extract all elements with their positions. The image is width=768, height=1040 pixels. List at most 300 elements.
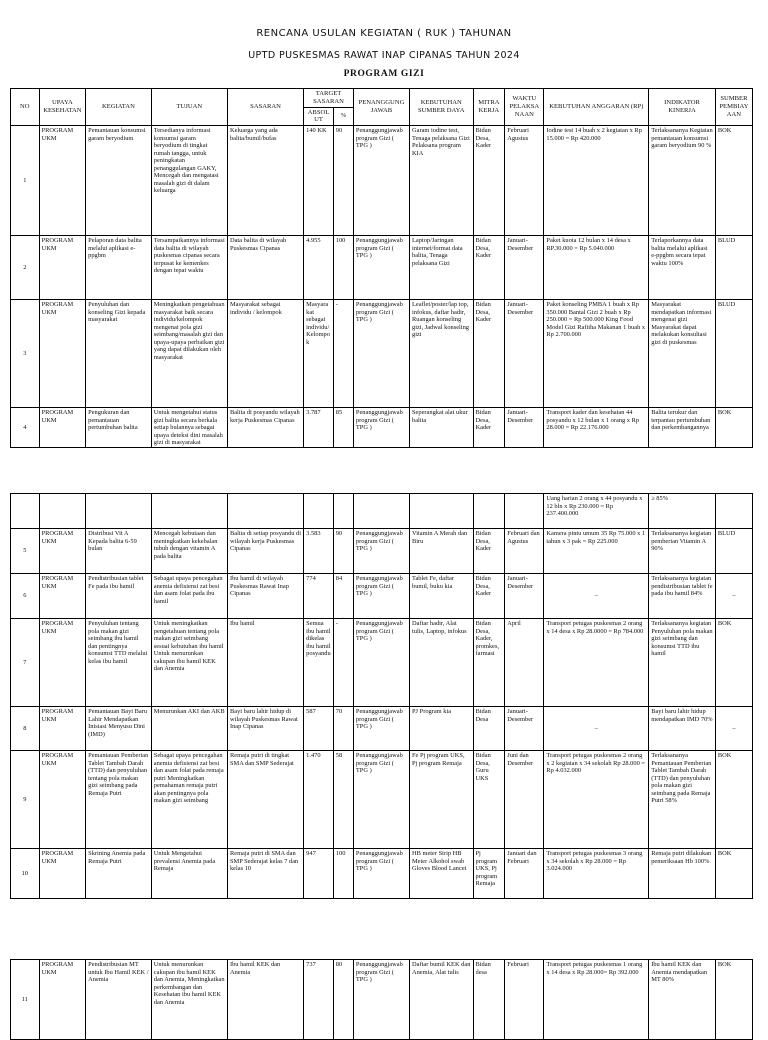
cell-penanggung-jawab	[353, 960, 409, 1040]
cell-waktu	[505, 126, 544, 236]
cell-absolut	[304, 707, 334, 751]
cell-absolut	[304, 300, 334, 408]
cell-tujuan-text: Untuk meningkatkan pengetahuan tentang pola makan gizi seimbang sesuai kebutuhan ibu hamil Untuk menurunkan cakupan ibu hamil KEK dan Anemia	[153, 620, 224, 673]
cell-sasaran	[227, 619, 303, 707]
col-header-kegiatan: KEGIATAN	[86, 89, 152, 126]
cell-mitra	[473, 707, 505, 751]
cell-no-text: 7	[23, 658, 27, 666]
ruk-table-page-2	[10, 493, 753, 899]
cell-sumber-daya	[410, 236, 474, 300]
cell-indikator	[649, 751, 716, 849]
cell-persen-text: 58	[335, 752, 343, 759]
cell-indikator-text: Balita terukur dan terpantau pertumbuhan dan perkembangannya	[651, 409, 711, 432]
cell-waktu-text: Februari	[507, 961, 529, 968]
cell-sasaran-text: Balita di setiap posyandu di wilayah kerja Puskesmas Cipanas	[229, 530, 301, 553]
cell-absolut	[304, 960, 334, 1040]
cell-sasaran-text: Remaja putri di tingkat SMA dan SMP Sederajat	[229, 752, 294, 767]
cell-sumber-daya-text: Laptop/Jaringan internet/format data balita, Tenaga pelaksana Gizi	[412, 237, 463, 267]
cell-penanggung-jawab-text: Penanggungjawab program Gizi ( TPG )	[355, 752, 403, 775]
cell-kegiatan	[86, 574, 152, 619]
cell-sumber-daya-text: Seperangkat alat ukur balita	[412, 409, 468, 424]
cell-persen	[333, 494, 353, 529]
cell-sumber-daya-text: HB meter Strip HB Meter Alkohol swab Gloves Blood Lancet	[412, 850, 467, 873]
cell-tujuan	[151, 494, 227, 529]
cell-indikator-text: Masyarakat mendapatkan informasi mengenai gizi Masyarakat dapat melakukan konsultasi gizi di puskesmas	[651, 301, 712, 346]
cell-waktu	[505, 751, 544, 849]
cell-sumber-pembiayaan	[715, 849, 752, 899]
cell-anggaran-text: –	[594, 592, 598, 600]
cell-persen	[333, 960, 353, 1040]
table-row	[11, 849, 753, 899]
cell-sasaran	[227, 707, 303, 751]
cell-kegiatan-text: Skrining Anemia pada Remaja Putri	[88, 850, 146, 865]
cell-kegiatan-text: Pemantauan konsumsi garam beryodium	[88, 127, 146, 142]
cell-tujuan	[151, 751, 227, 849]
cell-anggaran-text: –	[594, 724, 598, 732]
cell-no-text: 9	[23, 795, 27, 803]
cell-persen	[333, 619, 353, 707]
cell-waktu-text: Januari dan Februari	[507, 850, 537, 865]
cell-penanggung-jawab	[353, 126, 409, 236]
cell-sumber-pembiayaan-text: BOK	[717, 127, 732, 135]
cell-persen	[333, 707, 353, 751]
cell-sasaran	[227, 408, 303, 448]
cell-no	[11, 494, 40, 529]
cell-penanggung-jawab-text: Penanggungjawab program Gizi ( TPG )	[355, 301, 403, 324]
cell-tujuan	[151, 849, 227, 899]
cell-absolut	[304, 619, 334, 707]
cell-upaya-text: PROGRAM UKM	[41, 620, 74, 635]
cell-mitra-text: Bidan Desa, Kader	[475, 127, 492, 150]
table-header-row	[11, 89, 753, 108]
cell-indikator-text: Terlaksananya kegiatan pendistribusian tablet fe pada ibu hamil 84%	[651, 575, 713, 598]
cell-no-text: 4	[23, 423, 27, 431]
cell-tujuan-text: Meningkatkan pengetahuan masyarakat baik secara individu/kelompok mengenai pola gizi seimbang/masalah gizi dan upaya-upaya perbaikan gizi yang dapat dilakukan oleh masyarakat	[153, 301, 225, 361]
col-header-sumber-daya: KEBUTUHAN SUMBER DAYA	[410, 89, 474, 126]
cell-tujuan	[151, 707, 227, 751]
cell-waktu	[505, 529, 544, 574]
cell-sasaran-text: Ibu hamil	[229, 620, 255, 627]
cell-mitra-text: Bidan Desa, Kader	[475, 409, 492, 432]
cell-upaya	[39, 408, 86, 448]
cell-waktu-text: Juni dan Desember	[507, 752, 534, 767]
cell-penanggung-jawab	[353, 849, 409, 899]
cell-penanggung-jawab	[353, 408, 409, 448]
cell-penanggung-jawab-text: Penanggungjawab program Gizi ( TPG )	[355, 620, 403, 643]
cell-sumber-pembiayaan	[715, 529, 752, 574]
cell-absolut-text: 3.787	[306, 409, 321, 417]
cell-no	[11, 849, 40, 899]
cell-penanggung-jawab-text: Penanggungjawab program Gizi ( TPG )	[355, 708, 403, 731]
cell-penanggung-jawab-text: Penanggungjawab program Gizi ( TPG )	[355, 530, 403, 553]
cell-anggaran	[544, 619, 649, 707]
cell-kegiatan	[86, 849, 152, 899]
cell-indikator	[649, 126, 716, 236]
cell-sumber-pembiayaan-text: BOK	[717, 620, 732, 627]
cell-waktu-text: Januari-Desember	[507, 237, 534, 252]
cell-penanggung-jawab	[353, 619, 409, 707]
cell-sumber-pembiayaan-text: BLUD	[717, 301, 736, 309]
cell-no	[11, 707, 40, 751]
cell-no-text: 5	[23, 547, 27, 555]
cell-absolut-text: 140 KK	[306, 127, 327, 135]
cell-sasaran-text: Ibu hamil KEK dan Anemia	[229, 961, 281, 976]
cell-persen-text: 100	[335, 850, 346, 857]
cell-tujuan	[151, 300, 227, 408]
cell-penanggung-jawab	[353, 574, 409, 619]
table-row	[11, 960, 753, 1040]
cell-sasaran-text: Ibu hamil di wilayah Puskesmas Rawat Inap Cipanas	[229, 575, 289, 598]
cell-waktu-text: Februari dan Agustus	[507, 530, 540, 545]
cell-sumber-daya-text: Leaflet/poster/lap top, infokus, daftar hadir, Ruangan konseling gizi, Jadwal konseling gizi	[412, 301, 469, 339]
cell-tujuan	[151, 960, 227, 1040]
cell-anggaran	[544, 574, 649, 619]
cell-absolut	[304, 849, 334, 899]
cell-mitra-text: Bidan Desa, Kader, promkes, farmasi	[475, 620, 500, 658]
cell-sumber-daya-text: Garam iodine test, Tenaga pelaksana Gizi Pelaksana program KIA	[412, 127, 470, 157]
cell-sasaran-text: Remaja putri di SMA dan SMP Sederajat kelas 7 dan kelas 10	[229, 850, 299, 873]
cell-mitra	[473, 408, 505, 448]
cell-kegiatan	[86, 619, 152, 707]
cell-anggaran-text: Transport kader dan kesehatan 44 posyandu x 12 bulan x 1 orang x Rp 28.000 = Rp 22.176.000	[546, 409, 640, 432]
cell-penanggung-jawab-text: Penanggungjawab program Gizi ( TPG )	[355, 961, 403, 984]
cell-sasaran	[227, 849, 303, 899]
cell-tujuan-text: Tersedianya informasi konsumsi garam beryodium di tingkat rumah tangga, untuk peningkatan penanggulangan GAKY, Mencegah dan mengatasi masalah gizi di dalam keluarga	[153, 127, 219, 195]
cell-kegiatan-text: Pemantauan Bayi Baru Lahir Mendapatkan Inisiasi Menyusu Dini (IMD)	[88, 708, 148, 738]
cell-waktu-text: Januari-Desember	[507, 575, 534, 590]
cell-mitra-text: Pj program UKS, Pj program Remaja	[475, 850, 498, 888]
cell-mitra	[473, 494, 505, 529]
cell-absolut-text: 774	[306, 575, 316, 582]
cell-sumber-pembiayaan-text: –	[732, 592, 736, 600]
cell-upaya	[39, 574, 86, 619]
cell-sasaran	[227, 300, 303, 408]
cell-kegiatan	[86, 408, 152, 448]
cell-kegiatan	[86, 494, 152, 529]
cell-sumber-pembiayaan	[715, 960, 752, 1040]
program-title: PROGRAM GIZI	[343, 69, 425, 79]
col-header-upaya: UPAYA KESEHATAN	[39, 89, 86, 126]
cell-sumber-daya-text: Vitamin A Merah dan Biru	[412, 530, 468, 545]
cell-no	[11, 751, 40, 849]
cell-sumber-pembiayaan-text: BLUD	[717, 237, 736, 245]
cell-tujuan	[151, 574, 227, 619]
cell-sumber-daya	[410, 300, 474, 408]
cell-sumber-pembiayaan	[715, 751, 752, 849]
cell-upaya-text: PROGRAM UKM	[41, 708, 74, 723]
col-header-absolut: ABSOLUT	[304, 107, 334, 126]
col-header-sasaran: SASARAN	[227, 89, 303, 126]
cell-sumber-daya	[410, 751, 474, 849]
cell-absolut	[304, 574, 334, 619]
cell-persen-text: 70	[335, 708, 343, 715]
cell-no	[11, 126, 40, 236]
cell-sasaran	[227, 529, 303, 574]
cell-absolut	[304, 126, 334, 236]
table-row	[11, 494, 753, 529]
col-header-persen: %	[333, 107, 353, 126]
table-row	[11, 751, 753, 849]
cell-sumber-pembiayaan	[715, 126, 752, 236]
cell-penanggung-jawab-text: Penanggungjawab program Gizi ( TPG )	[355, 237, 403, 260]
cell-anggaran-text: Kamera pintu umum 35 Rp 75.000 x 1 tahun x 3 pak = Rp 225.000	[546, 530, 646, 545]
col-header-no: NO	[11, 89, 40, 126]
cell-kegiatan-text: Penyuluhan dan konseling Gizi kepada masyarakat	[88, 301, 146, 324]
cell-no-text: 10	[21, 869, 28, 877]
cell-upaya	[39, 751, 86, 849]
cell-sumber-pembiayaan-text: –	[732, 724, 736, 732]
table-row	[11, 236, 753, 300]
cell-persen	[333, 751, 353, 849]
cell-waktu	[505, 408, 544, 448]
cell-sasaran	[227, 494, 303, 529]
cell-persen-text: 90	[335, 530, 343, 537]
cell-anggaran-text: Transport petugas puskesmas 2 orang x 2 kegiatan x 34 sekolah Rp 28.000 = Rp 4.032.000	[546, 752, 645, 775]
cell-waktu-text: Februari Agustus	[507, 127, 529, 142]
cell-mitra-text: Bidan Desa, Kader	[475, 237, 492, 260]
cell-upaya-text: PROGRAM UKM	[41, 530, 74, 545]
cell-absolut	[304, 408, 334, 448]
cell-penanggung-jawab	[353, 236, 409, 300]
table-row	[11, 408, 753, 448]
cell-indikator-text: Ibu hamil KEK dan Anemia mendapatkan MT 80%	[651, 961, 708, 984]
cell-mitra	[473, 236, 505, 300]
cell-kegiatan-text: Distribusi Vit A Kepada balita 6-59 bulan	[88, 530, 137, 553]
cell-anggaran-text: Paket kuota 12 bulan x 14 desa x RP.30.000 = Rp 5.040.000	[546, 237, 631, 252]
cell-sasaran-text: Keluarga yang ada balita/bumil/bufas	[229, 127, 278, 142]
cell-mitra	[473, 751, 505, 849]
cell-tujuan	[151, 236, 227, 300]
cell-kegiatan-text: Pengukuran dan pemantauan pertumbuhan balita	[88, 409, 138, 432]
cell-indikator	[649, 960, 716, 1040]
cell-sumber-pembiayaan	[715, 574, 752, 619]
cell-indikator	[649, 619, 716, 707]
cell-anggaran	[544, 126, 649, 236]
cell-sasaran	[227, 574, 303, 619]
cell-no	[11, 529, 40, 574]
cell-anggaran	[544, 408, 649, 448]
cell-indikator-text: ≥ 85%	[651, 495, 669, 502]
cell-indikator-text: Terlaksananya kegiatan Penyuluhan pola makan gizi seimbang dan konsumsi TTD ibu hamil	[651, 620, 713, 658]
cell-anggaran	[544, 529, 649, 574]
cell-upaya-text: PROGRAM UKM	[41, 237, 74, 252]
cell-upaya	[39, 494, 86, 529]
cell-sasaran	[227, 751, 303, 849]
cell-anggaran	[544, 849, 649, 899]
document-subtitle: UPTD PUSKESMAS RAWAT INAP CIPANAS TAHUN 2024	[248, 50, 520, 61]
cell-persen-text: 85	[335, 409, 343, 417]
cell-anggaran	[544, 236, 649, 300]
cell-tujuan-text: Untuk menurunkan cakupan ibu hamil KEK dan Anemia, Meningkatkan perkembangan dan Kesehatan ibu hamil KEK dan Anemia	[153, 961, 225, 1006]
cell-tujuan	[151, 126, 227, 236]
cell-sasaran	[227, 960, 303, 1040]
cell-kegiatan	[86, 960, 152, 1040]
cell-sumber-pembiayaan-text: BOK	[717, 409, 732, 417]
cell-sasaran	[227, 236, 303, 300]
cell-absolut-text: 947	[306, 850, 316, 857]
cell-anggaran-text: Transport petugas puskesmas 2 orang x 14 desa x Rp 28.0000 = Rp 784.000	[546, 620, 644, 635]
cell-no	[11, 408, 40, 448]
cell-no-text: 11	[21, 995, 28, 1003]
cell-sumber-pembiayaan-text: BLUD	[717, 530, 736, 537]
cell-sumber-pembiayaan	[715, 494, 752, 529]
cell-no	[11, 619, 40, 707]
cell-sumber-daya-text: Tablet Fe, daftar bumil, buku kia	[412, 575, 454, 590]
cell-absolut-text: Masyarakat sebagai individu/ Kelompok	[306, 301, 330, 346]
table-row	[11, 619, 753, 707]
cell-sumber-pembiayaan-text: BOK	[717, 752, 732, 759]
cell-penanggung-jawab	[353, 300, 409, 408]
cell-no	[11, 300, 40, 408]
cell-upaya-text: PROGRAM UKM	[41, 752, 74, 767]
cell-kegiatan-text: Pelaporan data balita melalui aplikasi e-ppgbm	[88, 237, 142, 260]
cell-persen-text: 80	[335, 961, 343, 968]
cell-indikator-text: Remaja putri dilakukan pemeriksaan Hb 100%	[651, 850, 712, 865]
cell-absolut-text: 3.583	[306, 530, 321, 537]
cell-kegiatan-text: Pendistribusian tablet Fe pada ibu hamil	[88, 575, 144, 590]
cell-upaya	[39, 529, 86, 574]
cell-sumber-daya-text: Daftar bumil KEK dan Anemia, Alat tulis	[412, 961, 471, 976]
cell-indikator	[649, 574, 716, 619]
cell-no	[11, 960, 40, 1040]
cell-persen-text: 84	[335, 575, 343, 582]
cell-no-text: 6	[23, 592, 27, 600]
cell-sumber-daya	[410, 494, 474, 529]
cell-kegiatan	[86, 751, 152, 849]
cell-absolut-text: 587	[306, 708, 316, 715]
ruk-table-page-3	[10, 959, 753, 1040]
cell-sumber-pembiayaan	[715, 236, 752, 300]
cell-anggaran-text: Transport petugas puskesmas 3 orang x 34 sekolah x Rp 28.000 = Rp 3.024.000	[546, 850, 643, 873]
cell-sasaran-text: Data balita di wilayah Puskesmas Cipanas	[229, 237, 287, 252]
cell-upaya-text: PROGRAM UKM	[41, 127, 74, 142]
cell-sumber-daya	[410, 529, 474, 574]
cell-upaya-text: PROGRAM UKM	[41, 850, 74, 865]
cell-waktu	[505, 849, 544, 899]
cell-indikator-text: Terlaksananya kegiatan pemberian Vitamin A 90%	[651, 530, 712, 553]
cell-upaya-text: PROGRAM UKM	[41, 409, 74, 424]
cell-penanggung-jawab-text: Penanggungjawab program Gizi ( TPG )	[355, 850, 403, 873]
cell-persen	[333, 408, 353, 448]
cell-tujuan-text: Untuk mengetahui status gizi balita secara berkala setiap bulannya sebagai upaya deteksi dini masalah gizi di masyarakat	[153, 409, 223, 447]
cell-upaya	[39, 126, 86, 236]
cell-kegiatan-text: Pemantauan Pemberian Tablet Tambah Darah (TTD) dan penyuluhan tentang pola makan gizi seimbang pada Remaja Putri	[88, 752, 149, 797]
cell-sumber-daya-text: Daftar hadir, Alat tulis, Laptop, infokus	[412, 620, 467, 635]
cell-waktu	[505, 960, 544, 1040]
cell-mitra	[473, 126, 505, 236]
cell-sumber-daya	[410, 574, 474, 619]
cell-absolut	[304, 236, 334, 300]
cell-upaya-text: PROGRAM UKM	[41, 575, 74, 590]
cell-persen-text: -	[335, 620, 338, 627]
cell-indikator	[649, 408, 716, 448]
cell-mitra	[473, 529, 505, 574]
cell-tujuan	[151, 408, 227, 448]
cell-persen-text: 90	[335, 127, 343, 135]
cell-penanggung-jawab-text: Penanggungjawab program Gizi ( TPG )	[355, 409, 403, 432]
cell-persen-text: -	[335, 301, 338, 309]
cell-tujuan-text: Tersampaikannya informasi data balita di wilayah puskesmas cipanas secara terpusat ke kemenkes dengan tepat waktu	[153, 237, 225, 275]
cell-waktu	[505, 236, 544, 300]
col-header-sumber-pembiayaan: SUMBER PEMBIAYAAN	[715, 89, 752, 126]
cell-sumber-daya	[410, 619, 474, 707]
cell-indikator	[649, 707, 716, 751]
table-row	[11, 574, 753, 619]
col-header-mitra: MITRA KERJA	[473, 89, 505, 126]
cell-tujuan-text: Untuk Mengetahui prevalensi Anemia pada Remaja	[153, 850, 216, 873]
col-header-indikator: INDIKATOR KINERJA	[649, 89, 716, 126]
cell-upaya	[39, 849, 86, 899]
cell-sumber-pembiayaan-text: BOK	[717, 961, 732, 968]
cell-no-text: 3	[23, 349, 27, 357]
cell-sumber-daya	[410, 126, 474, 236]
cell-waktu	[505, 707, 544, 751]
cell-tujuan-text: Menurunkan AKI dan AKB	[153, 708, 225, 715]
table-row	[11, 300, 753, 408]
cell-upaya	[39, 707, 86, 751]
cell-indikator-text: Bayi baru lahir hidup mendapatkan IMD 70%	[651, 708, 713, 723]
cell-sumber-pembiayaan-text: BOK	[717, 850, 732, 857]
cell-persen	[333, 126, 353, 236]
cell-indikator	[649, 529, 716, 574]
cell-waktu-text: Januari-Desember	[507, 409, 534, 424]
cell-persen	[333, 300, 353, 408]
cell-waktu	[505, 574, 544, 619]
cell-indikator	[649, 849, 716, 899]
cell-mitra	[473, 960, 505, 1040]
cell-indikator	[649, 236, 716, 300]
cell-waktu	[505, 619, 544, 707]
cell-mitra	[473, 574, 505, 619]
cell-waktu-text: Januari-Desember	[507, 708, 534, 723]
cell-mitra-text: Bidan Desa, Kader	[475, 575, 492, 598]
table-row	[11, 126, 753, 236]
cell-sumber-daya	[410, 408, 474, 448]
ruk-table-page-1	[10, 88, 753, 448]
cell-penanggung-jawab-text: Penanggungjawab program Gizi ( TPG )	[355, 127, 403, 150]
cell-mitra	[473, 619, 505, 707]
cell-kegiatan	[86, 529, 152, 574]
cell-kegiatan-text: Penyuluhan tentang pola makan gizi seimbang ibu hamil dan pentingnya konsumsi TTD melalui kelas ibu hamil	[88, 620, 148, 665]
cell-absolut	[304, 529, 334, 574]
cell-persen	[333, 849, 353, 899]
cell-tujuan-text: Sebagai upaya pencegahan anemia defisiensi zat besi dan asam folat pada ibu hamil	[153, 575, 223, 605]
cell-penanggung-jawab	[353, 529, 409, 574]
table-row	[11, 529, 753, 574]
cell-anggaran-text: Transport petugas puskesmas 1 orang x 14 desa x Rp 28.000= Rp 392.000	[546, 961, 643, 976]
cell-persen	[333, 529, 353, 574]
col-header-tujuan: TUJUAN	[151, 89, 227, 126]
cell-kegiatan	[86, 236, 152, 300]
cell-sumber-daya	[410, 707, 474, 751]
cell-anggaran-text: Paket konseling PMBA 1 buah x Rp 350.000 Bantal Gizi 2 buah x Rp 250.000 = Rp 500.000 King Food Model Gizi Rafiiha Makanan 1 buah x Rp 2.700.000	[546, 301, 646, 339]
cell-persen	[333, 574, 353, 619]
cell-indikator	[649, 494, 716, 529]
cell-waktu	[505, 494, 544, 529]
cell-sumber-daya	[410, 849, 474, 899]
cell-penanggung-jawab-text: Penanggungjawab program Gizi ( TPG )	[355, 575, 403, 598]
cell-tujuan	[151, 619, 227, 707]
cell-absolut-text: 737	[306, 961, 316, 968]
cell-no	[11, 574, 40, 619]
cell-tujuan-text: Mencegah kebutaan dan meningkatkan kekebalan tubuh dengan vitamin A pada balita	[153, 530, 218, 560]
cell-absolut-text: 4.955	[306, 237, 321, 245]
cell-penanggung-jawab	[353, 707, 409, 751]
cell-anggaran-text: Uang harian 2 orang x 44 posyandu x 12 bln x Rp 230.000 = Rp 237.400.000	[546, 495, 643, 518]
cell-sumber-pembiayaan	[715, 707, 752, 751]
cell-kegiatan	[86, 126, 152, 236]
cell-penanggung-jawab	[353, 494, 409, 529]
